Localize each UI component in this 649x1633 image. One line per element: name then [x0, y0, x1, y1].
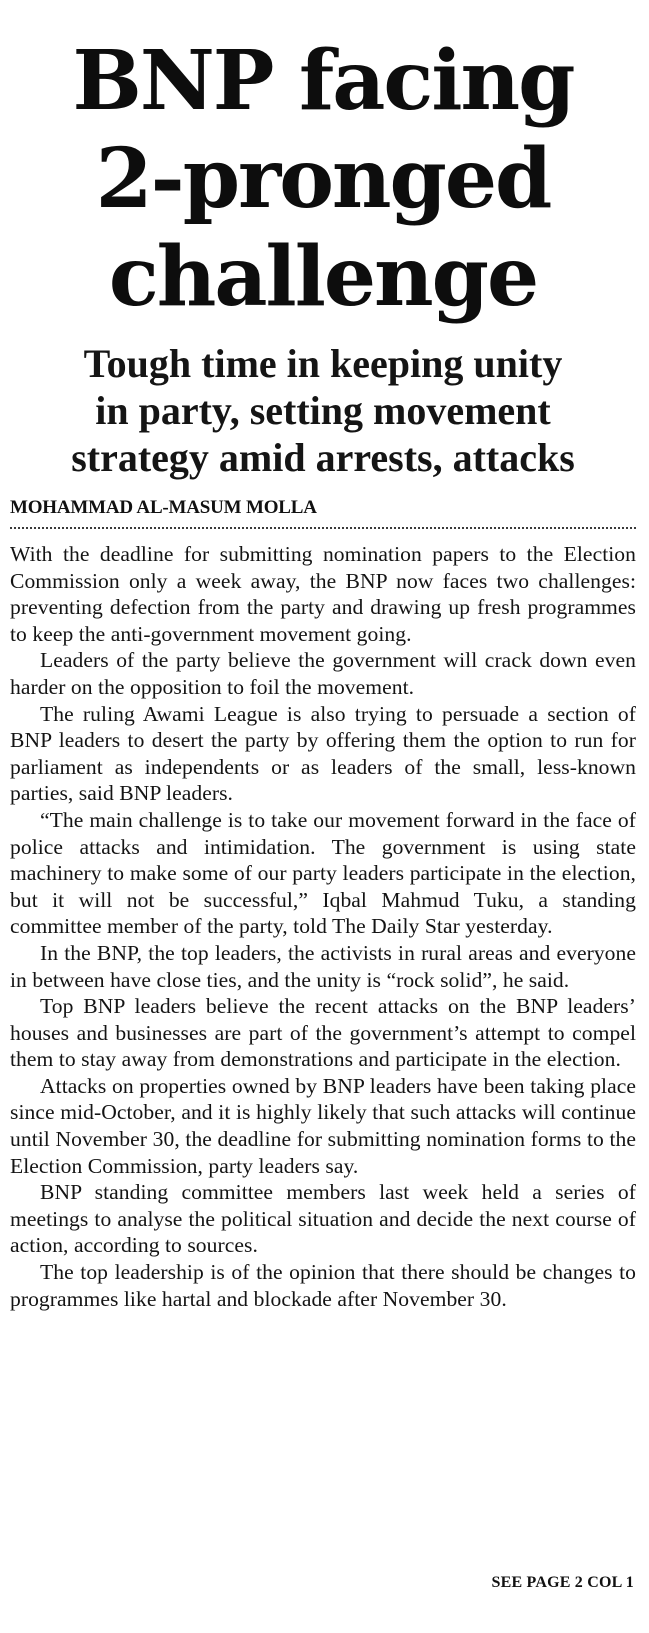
article-body: [10, 541, 636, 1312]
byline: MOHAMMAD AL-MASUM MOLLA: [10, 497, 317, 518]
paragraph-8: BNP standing committee members last week held a series of meetings to analyse the political situation and decide the next course of action, according to sources.: [10, 1180, 636, 1258]
paragraph-9: The top leadership is of the opinion that there should be changes to programmes like hartal and blockade after November 30.: [10, 1260, 636, 1311]
subheadline-line-3: strategy amid arrests, attacks: [71, 435, 575, 480]
headline: [10, 0, 636, 326]
news-article: [10, 0, 636, 1633]
paragraph-3: The ruling Awami League is also trying to persuade a section of BNP leaders to desert the party by offering them the option to run for parliament as independents or as leaders of the small, less-known parties, said BNP leaders.: [10, 701, 636, 806]
headline-line-3: challenge: [108, 229, 538, 325]
paragraph-7: Attacks on properties owned by BNP leaders have been taking place since mid-October, and it is highly likely that such attacks will continue until November 30, the deadline for submitting nomination forms to the Election Commission, party leaders say.: [10, 1073, 636, 1178]
paragraph-4: “The main challenge is to take our movement forward in the face of police attacks and intimidation. The government is using state machinery to make some of our party leaders participate in the election, but it will not be successful,” Iqbal Mahmud Tuku, a standing committee member of the party, told The Daily Star yesterday.: [10, 807, 636, 939]
subheadline-line-1: Tough time in keeping unity: [83, 341, 563, 386]
paragraph-5: In the BNP, the top leaders, the activists in rural areas and everyone in between have close ties, and the unity is “rock solid”, he said.: [10, 940, 636, 992]
headline-line-1: BNP facing: [72, 33, 574, 129]
continuation-jump-link[interactable]: SEE PAGE 2 COL 1: [491, 1574, 634, 1591]
subheadline: [10, 340, 636, 481]
paragraph-1: With the deadline for submitting nomination papers to the Election Commission only a week away, the BNP now faces two challenges: preventing defection from the party and drawing up fresh programmes to keep the anti-government movement going.: [10, 542, 636, 646]
paragraph-2: Leaders of the party believe the government will crack down even harder on the opposition to foil the movement.: [10, 648, 636, 699]
dotted-divider: [10, 527, 636, 529]
subheadline-line-2: in party, setting movement: [95, 388, 551, 433]
paragraph-6: Top BNP leaders believe the recent attacks on the BNP leaders’ houses and businesses are part of the government’s attempt to compel them to stay away from demonstrations and participate in the election.: [10, 994, 636, 1072]
headline-line-2: 2-pronged: [95, 131, 551, 227]
